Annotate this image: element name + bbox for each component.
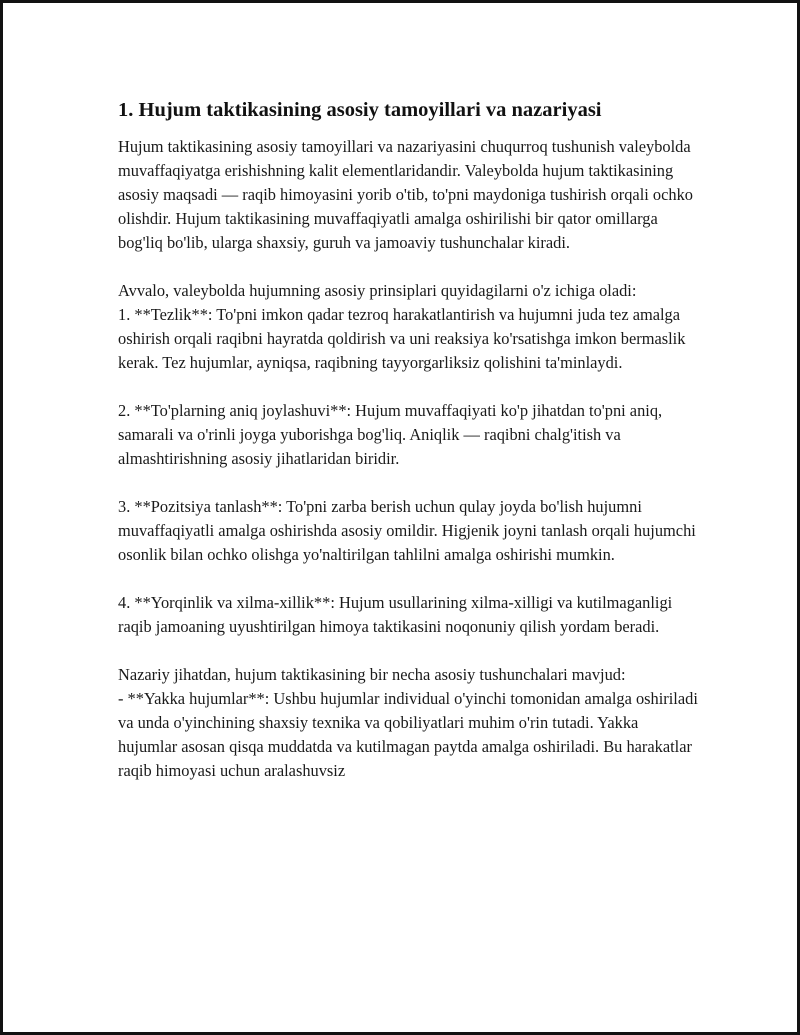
- paragraph-intro: Hujum taktikasining asosiy tamoyillari va nazariyasini chuqurroq tushunish valeybolda muvaffaqiyatga erishishning kalit elementlaridandir. Valeybolda hujum taktikasining asosiy maqsadi — raqib himoyasini yorib o'tib, to'pni maydoniga tushirish orqali ochko olishdir. Hujum taktikasining muvaffaqiyatli amalga oshirilishi bir qator omillarga bog'liq bo'lib, ularga shaxsiy, guruh va jamoaviy tushunchalar kiradi.: [118, 137, 693, 252]
- paragraph-position-choice: 3. **Pozitsiya tanlash**: To'pni zarba berish uchun qulay joyda bo'lish hujumni muvaffaqiyatli amalga oshirishda asosiy omildir. Higjenik joyni tanlash orqali hujumchi osonlik bilan ochko olishga yo'naltirilgan tahlilni amalga oshirishi mumkin.: [118, 497, 696, 564]
- paragraph-principles-speed: Avvalo, valeybolda hujumning asosiy prinsiplari quyidagilarni o'z ichiga oladi: 1. **Tezlik**: To'pni imkon qadar tezroq harakatlantirish va hujumni juda tez amalga oshirish orqali raqibni hayratda qoldirish va uni reaksiya ko'rsatishga imkon bermaslik kerak. Tez hujumlar, ayniqsa, raqibning tayyorgarliksiz qolishini ta'minlaydi.: [118, 281, 686, 372]
- paragraph-ball-placement: 2. **To'plarning aniq joylashuvi**: Hujum muvaffaqiyati ko'p jihatdan to'pni aniq, samarali va o'rinli joyga yuborishga bog'liq. Aniqlik — raqibni chalg'itish va almashtirishning asosiy jihatlaridan biridir.: [118, 401, 663, 468]
- section-heading: 1. Hujum taktikasining asosiy tamoyillari va nazariyasi: [118, 99, 602, 121]
- page-content: [118, 95, 698, 807]
- paragraph-theory-solo-attacks: Nazariy jihatdan, hujum taktikasining bir necha asosiy tushunchalari mavjud: - **Yakka hujumlar**: Ushbu hujumlar individual o'yinchi tomonidan amalga oshiriladi va unda o'yinchining shaxsiy texnika va qobiliyatlari muhim o'rin tutadi. Yakka hujumlar asosan qisqa muddatda va kutilmagan paytda amalga oshiriladi. Bu harakatlar raqib himoyasi uchun aralashuvsiz: [118, 665, 698, 780]
- paragraph-variety: 4. **Yorqinlik va xilma-xillik**: Hujum usullarining xilma-xilligi va kutilmaganligi raqib jamoaning uyushtirilgan himoya taktikasini noqonuniy qilish yordam beradi.: [118, 593, 673, 636]
